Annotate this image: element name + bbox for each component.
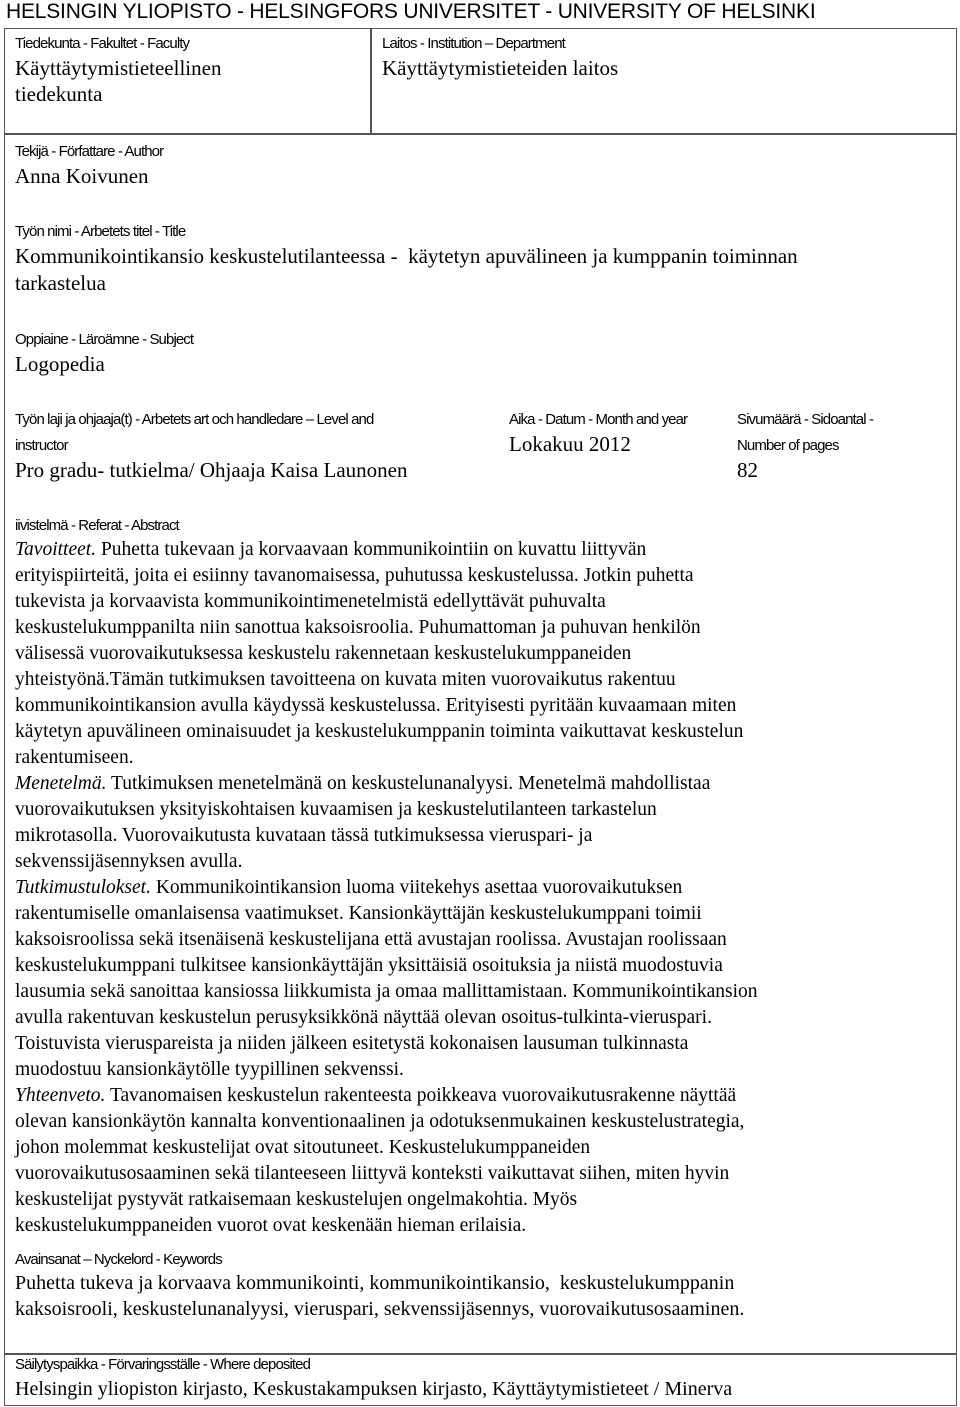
university-header: HELSINGIN YLIOPISTO - HELSINGFORS UNIVERSITET - UNIVERSITY OF HELSINKI (6, 0, 816, 23)
abstract-line: Yhteenveto. Tavanomaisen keskustelun rakenteesta poikkeava vuorovaikutusrakenne näyttää (15, 1085, 737, 1106)
abstract-line: vuorovaikutuksen yksityiskohtaisen kuvaamisen ja keskustelutilanteen tarkastelun (15, 799, 657, 820)
subject-label: Oppiaine - Läroämne - Subject (15, 331, 194, 348)
faculty-value-line-2: tiedekunta (15, 82, 103, 106)
title-label: Työn nimi - Arbetets titel - Title (15, 223, 186, 240)
keywords-line-1: Puhetta tukeva ja korvaava kommunikointi, kommunikointikansio, keskustelukumppanin (15, 1272, 735, 1294)
abstract-line: keskustelukumppaneiden vuorot ovat keskenään hieman erilaisia. (15, 1215, 527, 1236)
subject-value: Logopedia (15, 352, 105, 376)
abstract-line: sekvenssijäsennyksen avulla. (15, 851, 243, 872)
abstract-line: mikrotasolla. Vuorovaikutusta kuvataan tässä tutkimuksessa vieruspari- ja (15, 825, 593, 846)
date-value: Lokakuu 2012 (509, 432, 631, 456)
abstract-line: kaksoisroolissa sekä itsenäisenä keskustelijana että avustajan roolissa. Avustajan roolissaan (15, 929, 727, 950)
abstract-line: rakentumiseen. (15, 747, 134, 768)
department-value: Käyttäytymistieteiden laitos (382, 56, 619, 80)
title-value-line-1: Kommunikointikansio keskustelutilanteessa - käytetyn apuvälineen ja kumppanin toiminnan (15, 244, 798, 268)
department-label: Laitos - Institution – Department (382, 35, 565, 52)
level-label-line-1: Työn laji ja ohjaaja(t) - Arbetets art och handledare – Level and (15, 411, 374, 428)
abstract-line: avulla rakentuvan keskustelun perusyksikkönä näyttää olevan osoitus-tulkinta-vieruspari. (15, 1007, 712, 1028)
level-value: Pro gradu- tutkielma/ Ohjaaja Kaisa Launonen (15, 458, 408, 482)
abstract-line: keskustelukumppanilta niin sanottua kaksoisroolia. Puhumattoman ja puhuvan henkilön (15, 617, 701, 638)
abstract-label: iivistelmä - Referat - Abstract (15, 517, 179, 534)
abstract-line: vuorovaikutusosaaminen sekä tilanteeseen liittyvä konteksti vaikuttavat siihen, miten hyvin (15, 1163, 730, 1184)
keywords-label: Avainsanat – Nyckelord - Keywords (15, 1251, 222, 1268)
abstract-line: Menetelmä. Tutkimuksen menetelmänä on keskustelunanalyysi. Menetelmä mahdollistaa (15, 773, 711, 794)
abstract-line: käytetyn apuvälineen ominaisuudet ja keskustelukumppanin toiminta vaikuttavat keskustelun (15, 721, 744, 742)
abstract-line: yhteistyönä.Tämän tutkimuksen tavoitteena on kuvata miten vuorovaikutus rakentuu (15, 669, 676, 690)
abstract-line: kommunikointikansion avulla käydyssä keskustelussa. Erityisesti pyritään kuvaamaan miten (15, 695, 737, 716)
level-label-line-2: instructor (15, 437, 68, 454)
keywords-line-2: kaksoisrooli, keskustelunanalyysi, vieruspari, sekvenssijäsennys, vuorovaikutusosaaminen. (15, 1298, 745, 1320)
abstract-body (15, 537, 950, 1239)
deposited-label: Säilytyspaikka - Förvaringsställe - Where deposited (15, 1356, 311, 1373)
abstract-line: keskustelukumppani tulkitsee kansionkäyttäjän yksittäisiä osoituksia ja niistä muodostuvia (15, 955, 723, 976)
faculty-label: Tiedekunta - Fakultet - Faculty (15, 35, 190, 52)
date-label: Aika - Datum - Month and year (509, 411, 688, 428)
abstract-line: tukevista ja korvaavista kommunikointimenetelmistä edellyttävät puhuvalta (15, 591, 606, 612)
abstract-line: muodostuu kansionkäytölle tyypillinen sekvenssi. (15, 1059, 404, 1080)
abstract-line: Tavoitteet. Puhetta tukevaan ja korvaavaan kommunikointiin on kuvattu liittyvän (15, 539, 647, 560)
abstract-line: Tutkimustulokset. Kommunikointikansion luoma viitekehys asettaa vuorovaikutuksen (15, 877, 683, 898)
abstract-line: Toistuvista vieruspareista ja niiden jälkeen esitetystä kokonaisen lausuman tulkinnasta (15, 1033, 689, 1054)
faculty-value-line-1: Käyttäytymistieteellinen (15, 56, 222, 80)
abstract-line: erityispiirteitä, joita ei esiinny tavanomaisessa, puhutussa keskustelussa. Jotkin puhetta (15, 565, 694, 586)
abstract-line: keskustelijat pystyvät ratkaisemaan keskustelujen ongelmakohtia. Myös (15, 1189, 578, 1210)
author-label: Tekijä - Författare - Author (15, 143, 164, 160)
title-value-line-2: tarkastelua (15, 271, 106, 295)
pages-value: 82 (737, 458, 758, 482)
author-value: Anna Koivunen (15, 164, 149, 188)
abstract-line: lausumia sekä sanoittaa kansiossa liikkumista ja omaa mallittamistaan. Kommunikointikansion (15, 981, 758, 1002)
abstract-line: johon molemmat keskustelijat ovat sitoutuneet. Keskustelukumppaneiden (15, 1137, 591, 1158)
pages-label-line-2: Number of pages (737, 437, 839, 454)
abstract-line: välisessä vuorovaikutuksessa keskustelu rakennetaan keskustelukumppaneiden (15, 643, 632, 664)
pages-label-line-1: Sivumäärä - Sidoantal - (737, 411, 874, 428)
abstract-line: olevan kansionkäytön kannalta konventionaalinen ja odotuksenmukainen keskustelustrategia, (15, 1111, 745, 1132)
abstract-line: rakentumiselle omanlaisensa vaatimukset. Kansionkäyttäjän keskustelukumppani toimii (15, 903, 702, 924)
deposited-value: Helsingin yliopiston kirjasto, Keskustakampuksen kirjasto, Käyttäytymistieteet / Minerva (15, 1378, 733, 1400)
